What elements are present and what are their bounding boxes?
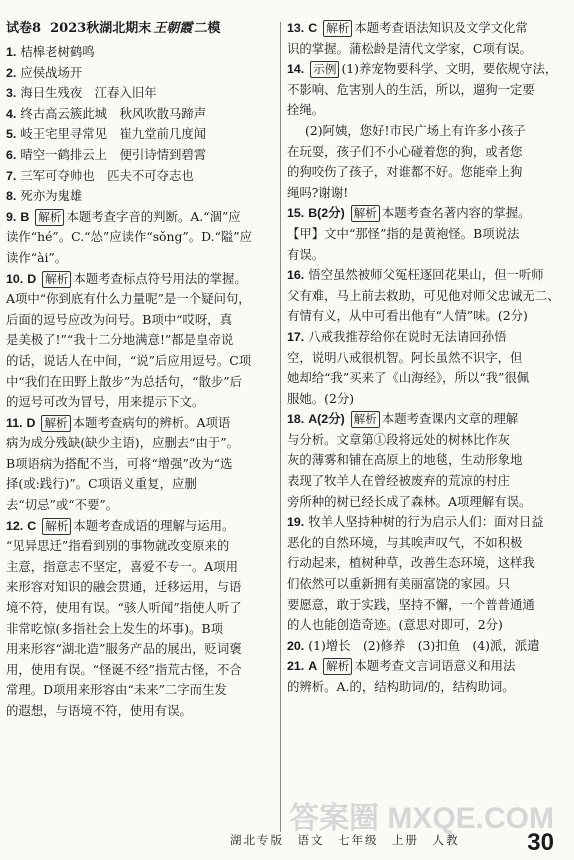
answer-q5: 5. 岐王宅里寻常见 崔九堂前几度闻 <box>6 126 207 142</box>
answer-q10: 10. D 解析 本题考查标点符号用法的掌握。 A项中“你到底有什么力量呢”是一个疑问句， 后面的逗号应改为问号。B项中“哎呀，真 是美极了!”“我十二分地满意!”都是皇帝说 的话，说话人在中间，“说”后应用逗号。C项 中“我们在田野上散步”为总括句，“散步”后 的逗号可改为冒号，用来提示下文。 <box>6 270 252 410</box>
column-divider <box>280 22 281 832</box>
analysis-tag: 解析 <box>323 20 352 37</box>
paper-title: 2023秋湖北期末 <box>50 21 152 36</box>
paper-label: 试卷8 <box>6 21 42 36</box>
answer-q8: 8. 死亦为鬼雄 <box>6 188 83 204</box>
paper-header <box>6 18 274 40</box>
example-tag: 示例 <box>310 61 339 78</box>
answer-list-short <box>6 42 274 207</box>
answer-q19: 19. 牧羊人坚持种树的行为启示人们：面对日益 恶化的自然环境，与其唉声叹气，不如积极 行动起来，植树种草，改善生态环境，这样我 们依然可以重新拥有美丽富饶的家园。只 要愿意，敢于实践，坚持不懈，一个普普通通 的人也能创造奇迹。(意思对即可，2分) <box>287 514 544 633</box>
answer-q4: 4. 终古高云簇此城 秋风吹散马蹄声 <box>6 105 207 121</box>
answer-q14: 14. 示例 (1)养宠物要科学、文明，要依规守法， 不影响、危害别人的生活，所以，遛狗一定要 拴绳。 (2)阿姨，您好!市民广场上有许多小孩子 在玩耍，孩子们不小心碰着您的狗，或者您 的狗咬伤了孩子，对谁都不好。您能牵上狗 绳吗?谢谢! <box>287 61 558 200</box>
analysis-tag: 解析 <box>42 518 71 535</box>
footer-edition: 湖北专版 语文 七年级 上册 人教 <box>230 835 460 848</box>
answer-q12: 12. C 解析 本题考查成语的理解与运用。 “见异思迁”指看到别的事物就改变原来的 主意，指意志不坚定，喜爱不专一。A项用 来形容对知识的融会贯通，迁移运用，与语 境不符，使用有误。“骇人听闻”指使人听了 非常吃惊(多指社会上发生的坏事)。B项 用来形容“湖北造”服务产品的展出，贬词褒 用，使用有误。“怪诞不经”指荒古怪，不合 常理。D项用来形容由“未来”二字而生发 的遐想，与语境不符，使用有误。 <box>6 517 242 718</box>
answer-q20: 20. (1)增长 (2)修养 (3)扣鱼 (4)派，派遣 <box>287 637 540 653</box>
answer-q21: 21. A 解析 本题考查文言词语意义和用法 的辨析。A.的，结构助词/的，结构助词。 <box>287 658 516 694</box>
analysis-tag: 解析 <box>35 209 64 226</box>
paper-title-suffix: 二模 <box>194 21 221 36</box>
answer-q15: 15. B(2分) 解析 本题考查名著内容的掌握。 【甲】文中“那怪”指的是黄袍怪。B项说法 有误。 <box>287 205 531 262</box>
analysis-tag: 解析 <box>41 415 70 432</box>
answer-q6: 6. 晴空一鹤排云上 便引诗情到碧霄 <box>6 146 207 162</box>
left-column <box>6 18 274 722</box>
analysis-tag: 解析 <box>323 658 352 675</box>
watermark-logo: 答案圈 MXQE.COM <box>288 802 554 836</box>
answer-q11: 11. D 解析 本题考查病句的辨析。A项语 病为成分残缺(缺少主语)，应删去“由于”。 B项语病为搭配不当，可将“增强”改为“选 择(或:践行)”。C项语义重复，应删 去“切忌”或“不要”。 <box>6 414 239 513</box>
answer-q16: 16. 悟空虽然被师父冤枉逐回花果山，但一听师 父有难，马上前去救助，可见他对师父忠诚无二、 有情有义，从中可看出他有“人情”味。(2分) <box>287 267 560 324</box>
answer-q3: 3. 海日生残夜 江春入旧年 <box>6 85 157 101</box>
answer-q2: 2. 应侯战场开 <box>6 64 83 80</box>
page-number: 30 <box>527 829 554 857</box>
analysis-tag: 解析 <box>351 411 380 428</box>
answer-q13: 13. C 解析 本题考查语法知识及文学文化常 识的掌握。蒲松龄是清代文学家，C项有误。 <box>287 20 532 56</box>
right-column <box>287 18 566 698</box>
brand-logo: 王朝霞 <box>153 21 193 36</box>
analysis-tag: 解析 <box>42 271 71 288</box>
answer-q7: 7. 三军可夺帅也 匹夫不可夺志也 <box>6 167 194 183</box>
answer-q18: 18. A(2分) 解析 本题考查课内文章的理解 与分析。文章第①段将远处的树林比作灰 灰的薄雾和铺在高原上的地毯，生动形象地 表现了牧羊人在曾经被废弃的荒凉的村庄 旁所种的树已经长成了森林。A项理解有误。 <box>287 411 532 509</box>
answer-q17: 17. 八戒我推荐给你在说时无法请回孙悟 空，说明八戒很机智。阿长虽然不识字，但 她却给“我”买来了《山海经》，所以“我”很佩 服她。(2分) <box>287 328 530 406</box>
answer-q1: 1. 桔槔老树鹤鸣 <box>6 44 95 59</box>
analysis-tag: 解析 <box>351 205 380 222</box>
answer-q9: 9. B 解析 本题考查字音的判断。A.“涸”应 读作“hé”。C.“怂”应读作“sǒng”。D.“隘”应 读作“ài”。 <box>6 208 253 265</box>
page-footer <box>0 828 574 857</box>
